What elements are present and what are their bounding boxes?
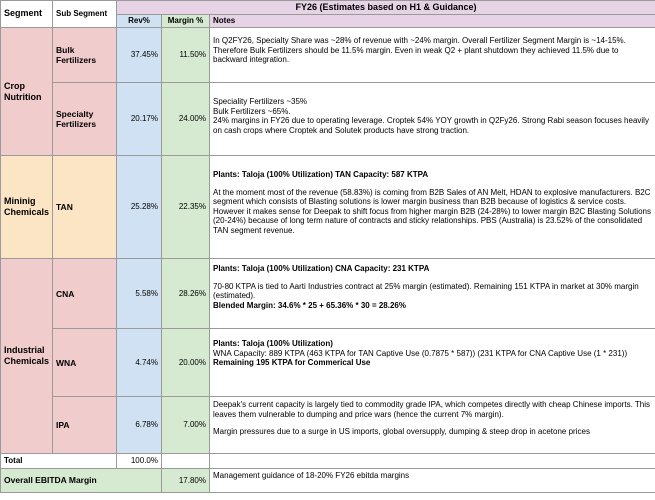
rev-specialty: 20.17% bbox=[117, 83, 162, 156]
notes-specialty-line3: 24% margins in FY26 due to operating leverage. Croptek 54% YOY growth in Q2Fy26. Strong Rabi season focuses heavily on cash crops where Croptek and Solutek products have strong traction. bbox=[213, 116, 649, 135]
notes-wna-capacity: WNA Capacity: 889 KTPA (463 KTPA for TAN Captive Use (0.7875 * 587)) (231 KTPA for CNA Captive Use (1 * 231)) bbox=[213, 348, 628, 358]
table-row bbox=[1, 397, 655, 454]
sub-segment-tan: TAN bbox=[53, 156, 117, 259]
margin-tan: 22.35% bbox=[162, 156, 210, 259]
table-row bbox=[1, 156, 655, 259]
rev-cna: 5.58% bbox=[117, 259, 162, 329]
rev-tan: 25.28% bbox=[117, 156, 162, 259]
notes-cna bbox=[210, 259, 655, 329]
total-notes-empty bbox=[210, 454, 655, 469]
margin-cna: 28.26% bbox=[162, 259, 210, 329]
sub-segment-bulk: Bulk Fertilizers bbox=[53, 28, 117, 83]
notes-wna-remaining: Remaining 195 KTPA for Commerical Use bbox=[213, 358, 371, 368]
notes-specialty-line1: Speciality Fertilizers ~35% bbox=[213, 97, 308, 106]
table-row bbox=[1, 83, 655, 156]
header-fy26: FY26 (Estimates based on H1 & Guidance) bbox=[117, 1, 655, 15]
sub-segment-wna: WNA bbox=[53, 329, 117, 397]
total-margin-empty bbox=[162, 454, 210, 469]
sub-segment-ipa: IPA bbox=[53, 397, 117, 454]
table-row bbox=[1, 454, 655, 469]
notes-specialty bbox=[210, 83, 655, 156]
sub-segment-cna: CNA bbox=[53, 259, 117, 329]
notes-cna-text: 70-80 KTPA is tied to Aarti Industries contract at 25% margin (estimated). Remaining 151 KTPA in market at 30% margin (estimated). bbox=[213, 281, 639, 301]
notes-ipa-pressures: Margin pressures due to a surge in US imports, global oversupply, dumping & steep drop in acetone prices bbox=[213, 427, 590, 437]
notes-bulk-text: In Q2FY26, Specialty Share was ~28% of revenue with ~24% margin. Overall Fertilizer Segment Margin is ~14-15%. Therefore Bulk Fertilizers should be 11.5% margin. Even in weak Q2 + plant shutdown they achieved 11.5% due to backward integration. bbox=[213, 36, 626, 65]
notes-tan bbox=[210, 156, 655, 259]
segment-industrial-chemicals: Industrial Chemicals bbox=[1, 259, 53, 454]
notes-specialty-line2: Bulk Fertilizers ~65%. bbox=[213, 106, 291, 116]
ebitda-note: Management guidance of 18-20% FY26 ebitda margins bbox=[210, 469, 655, 493]
rev-bulk: 37.45% bbox=[117, 28, 162, 83]
ebitda-label: Overall EBITDA Margin bbox=[1, 469, 162, 493]
notes-cna-blended: Blended Margin: 34.6% * 25 + 65.36% * 30 = 28.26% bbox=[213, 300, 406, 310]
table-row bbox=[1, 28, 655, 83]
notes-wna-plant: Plants: Taloja (100% Utilization) bbox=[213, 339, 333, 348]
notes-tan-plant: Plants: Taloja (100% Utilization) TAN Capacity: 587 KTPA bbox=[213, 170, 429, 179]
table-row bbox=[1, 259, 655, 329]
margin-specialty: 24.00% bbox=[162, 83, 210, 156]
header-margin: Margin % bbox=[162, 15, 210, 28]
header-rev: Rev% bbox=[117, 15, 162, 28]
header-notes: Notes bbox=[210, 15, 655, 28]
rev-wna: 4.74% bbox=[117, 329, 162, 397]
ebitda-value: 17.80% bbox=[162, 469, 210, 493]
notes-bulk bbox=[210, 28, 655, 83]
notes-ipa-text: Deepak's current capacity is largely tied to commodity grade IPA, which competes directly with cheap Chinese imports. This leaves them vulnerable to dumping and price wars (hence the current 7% margin). bbox=[213, 400, 650, 419]
segment-crop-nutrition: Crop Nutrition bbox=[1, 28, 53, 156]
header-sub-segment: Sub Segment bbox=[53, 1, 117, 28]
table-row bbox=[1, 329, 655, 397]
rev-ipa: 6.78% bbox=[117, 397, 162, 454]
margin-wna: 20.00% bbox=[162, 329, 210, 397]
notes-wna bbox=[210, 329, 655, 397]
notes-tan-text: At the moment most of the revenue (58.83%) is coming from B2B Sales of AN Melt, HDAN to explosive manufacturers. B2C segment which consists of Blasting solutions is lower margin business than B2B because of logistics & service costs. However it makes sense for Deepak to shift focus from higher margin B2B (24-28%) to lower margin B2C Blasting Solutions (20-24%) because of long term nature of contracts and sticky relationships. PBS (Australia) is 23.52% of the consolidated TAN segment revenue. bbox=[213, 187, 651, 235]
notes-cna-plant: Plants: Taloja (100% Utilization) CNA Capacity: 231 KTPA bbox=[213, 264, 430, 273]
notes-ipa bbox=[210, 397, 655, 454]
table-row bbox=[1, 469, 655, 493]
margin-bulk: 11.50% bbox=[162, 28, 210, 83]
total-label: Total bbox=[1, 454, 117, 469]
sub-segment-specialty: Specialty Fertilizers bbox=[53, 83, 117, 156]
header-segment: Segment bbox=[1, 1, 53, 28]
segment-mining-chemicals: Mininig Chemicals bbox=[1, 156, 53, 259]
total-rev: 100.0% bbox=[117, 454, 162, 469]
margin-ipa: 7.00% bbox=[162, 397, 210, 454]
